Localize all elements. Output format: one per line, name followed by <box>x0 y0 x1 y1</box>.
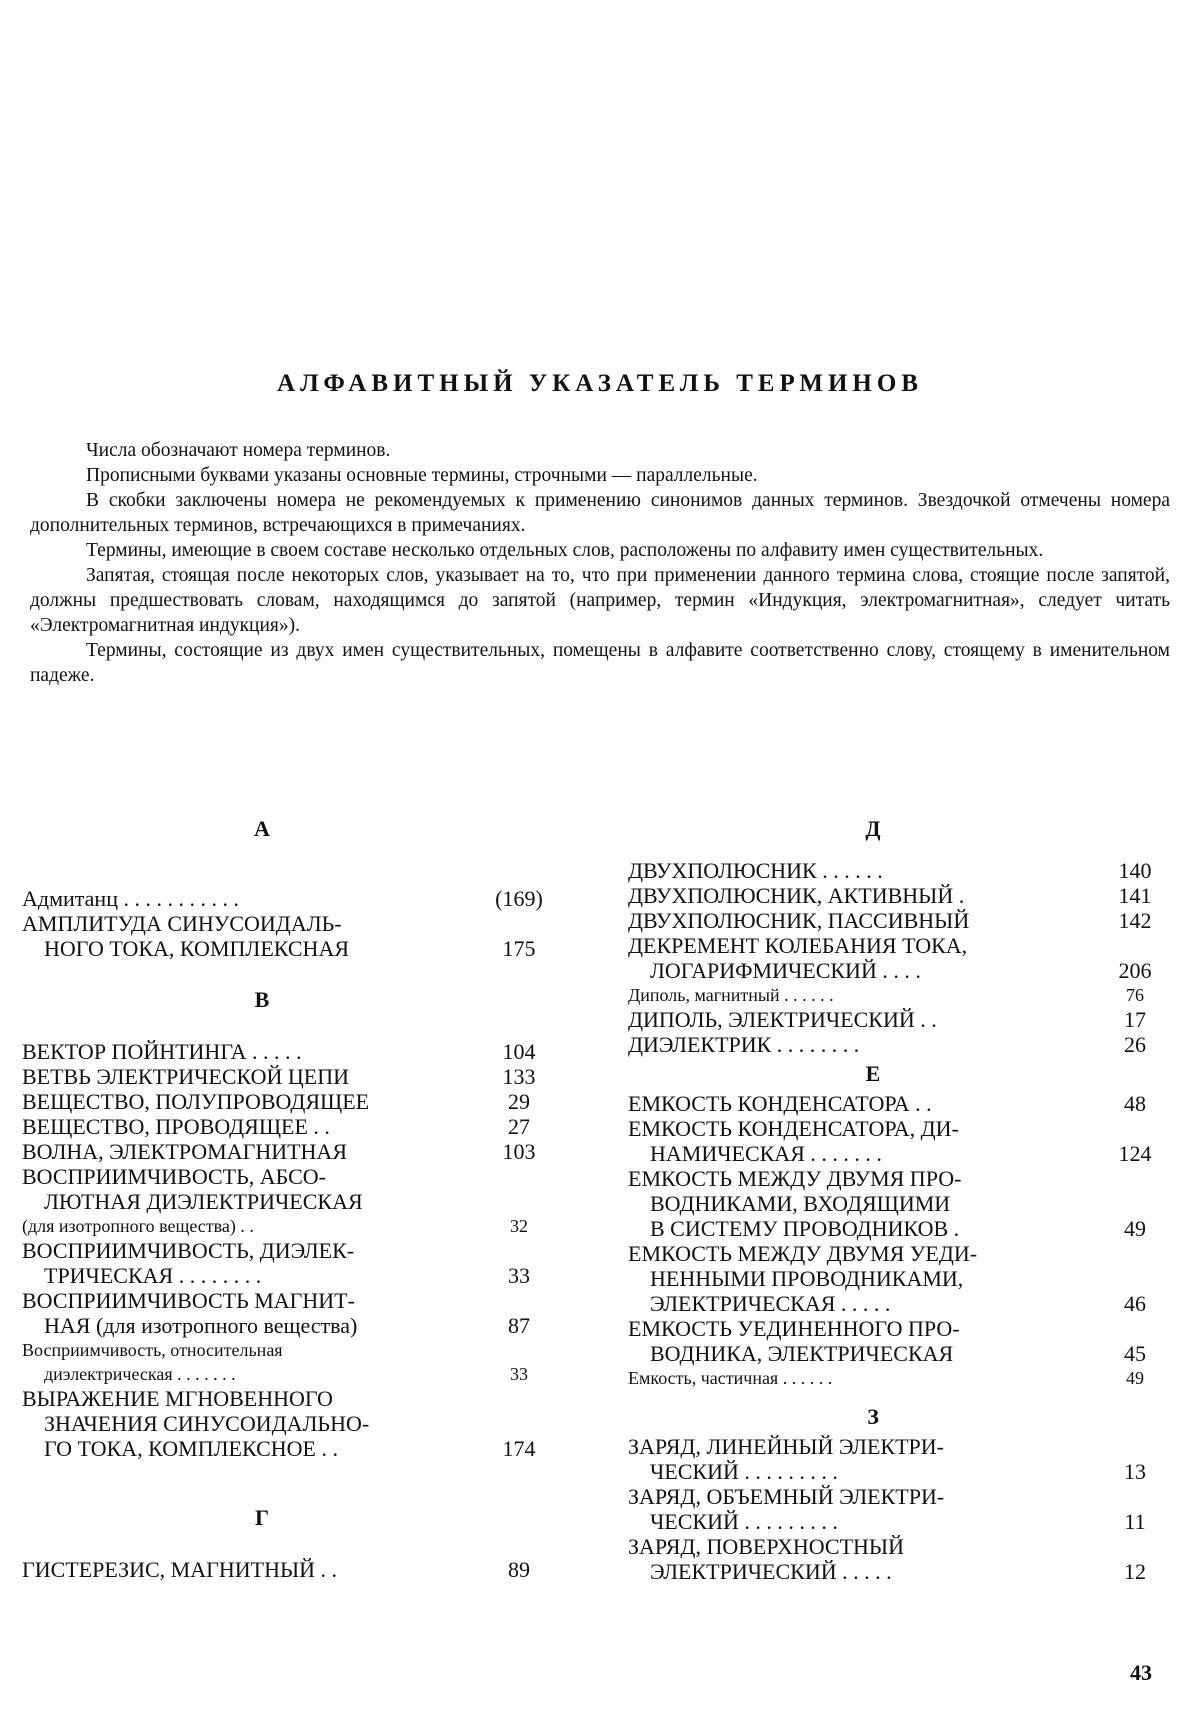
index-term-text: Адмитанц . . . . . . . . . . . <box>22 886 239 911</box>
index-entry <box>628 983 1168 1007</box>
index-entry <box>628 883 1168 908</box>
section-letter-d: Д <box>628 812 1168 846</box>
index-term <box>22 1338 486 1386</box>
index-entry <box>628 1366 1168 1390</box>
intro-paragraph: В скобки заключены номера не рекомендуемых к применению синонимов данных терминов. Звездочкой отмечены номера дополнительных терминов, встречающихся в примечаниях. <box>30 488 1170 538</box>
index-term-text: ВОСПРИИМЧИВОСТЬ, ДИЭЛЕК- <box>22 1238 354 1263</box>
section-d-entries <box>628 858 1168 1057</box>
index-term-number: 49 <box>1102 1216 1168 1241</box>
index-term-text: ЗАРЯД, ЛИНЕЙНЫЙ ЭЛЕКТРИ- <box>628 1434 944 1459</box>
intro-paragraph: Прописными буквами указаны основные термины, строчными — параллельные. <box>30 463 1170 488</box>
index-term-continuation: диэлектрическая . . . . . . . <box>22 1362 486 1386</box>
index-term-number: 26 <box>1102 1032 1168 1057</box>
index-term <box>628 883 1102 908</box>
index-term-text: ЕМКОСТЬ КОНДЕНСАТОРА, ДИ- <box>628 1116 959 1141</box>
index-term-text: ВОСПРИИМЧИВОСТЬ, АБСО- <box>22 1164 326 1189</box>
index-term-continuation: ЧЕСКИЙ . . . . . . . . . <box>628 1509 1102 1534</box>
index-term-number: 45 <box>1102 1341 1168 1366</box>
section-e-entries <box>628 1091 1168 1390</box>
section-letter-e: Е <box>628 1057 1168 1091</box>
intro-paragraph: Термины, имеющие в своем составе несколько отдельных слов, расположены по алфавиту имен существительных. <box>30 538 1170 563</box>
index-entry <box>22 1039 552 1064</box>
index-term-number: 174 <box>486 1436 552 1461</box>
index-term <box>628 1241 1102 1316</box>
index-term-text: ДВУХПОЛЮСНИК, ПАССИВНЫЙ <box>628 908 969 933</box>
index-entry <box>628 1091 1168 1116</box>
section-v-entries <box>22 1039 552 1461</box>
index-entry <box>22 1089 552 1114</box>
index-term <box>22 1557 486 1582</box>
index-term <box>22 1386 486 1461</box>
index-entry <box>22 1238 552 1288</box>
index-term-continuation: ТРИЧЕСКАЯ . . . . . . . . <box>22 1263 486 1288</box>
index-term-text: ЗАРЯД, ПОВЕРХНОСТНЫЙ <box>628 1534 904 1559</box>
index-term-number: 32 <box>486 1214 552 1238</box>
index-entry <box>22 1338 552 1386</box>
index-term-text: ВЕКТОР ПОЙНТИНГА . . . . . <box>22 1039 302 1064</box>
index-term-number: 33 <box>486 1362 552 1386</box>
index-term <box>22 1288 486 1338</box>
index-term-text: Емкость, частичная . . . . . . <box>628 1368 832 1388</box>
index-entry <box>628 1032 1168 1057</box>
index-entry <box>628 1484 1168 1534</box>
index-term-continuation: ЭЛЕКТРИЧЕСКАЯ . . . . . <box>628 1291 1102 1316</box>
index-term-number: 49 <box>1102 1366 1168 1390</box>
index-entry <box>22 1114 552 1139</box>
index-entry <box>628 1116 1168 1166</box>
index-term-continuation: ГО ТОКА, КОМПЛЕКСНОЕ . . <box>22 1436 486 1461</box>
index-term-number: 17 <box>1102 1007 1168 1032</box>
index-term <box>22 911 486 961</box>
index-term <box>628 1316 1102 1366</box>
index-term-text: ЕМКОСТЬ КОНДЕНСАТОРА . . <box>628 1091 932 1116</box>
index-term <box>22 1164 486 1214</box>
index-term-number: 12 <box>1102 1559 1168 1584</box>
index-term-number: 87 <box>486 1313 552 1338</box>
section-g-entries <box>22 1557 552 1582</box>
index-term-text: ДВУХПОЛЮСНИК . . . . . . <box>628 858 883 883</box>
intro-paragraph: Запятая, стоящая после некоторых слов, указывает на то, что при применении данного термина слова, стоящие после запятой, должны предшествовать словам, находящимся до запятой (например, термин «Индукция, электромагнитная», следует читать «Электромагнитная индукция»). <box>30 563 1170 638</box>
index-term <box>628 1007 1102 1032</box>
index-term-number: (169) <box>486 886 552 911</box>
index-term-text: ВЕЩЕСТВО, ПОЛУПРОВОДЯЩЕЕ <box>22 1089 369 1114</box>
index-term-text: ЕМКОСТЬ УЕДИНЕННОГО ПРО- <box>628 1316 960 1341</box>
index-term <box>628 1166 1102 1241</box>
index-term-number: 48 <box>1102 1091 1168 1116</box>
index-term-number: 206 <box>1102 958 1168 983</box>
index-term-number: 140 <box>1102 858 1168 883</box>
index-term <box>628 1032 1102 1057</box>
index-entry <box>628 933 1168 983</box>
index-term-text: ЕМКОСТЬ МЕЖДУ ДВУМЯ УЕДИ- <box>628 1241 977 1266</box>
index-entry <box>22 911 552 961</box>
index-term <box>628 933 1102 983</box>
index-entry <box>628 1316 1168 1366</box>
index-entry <box>22 1214 552 1238</box>
index-term <box>22 1139 486 1164</box>
index-entry <box>628 1534 1168 1584</box>
index-term <box>628 1116 1102 1166</box>
index-term-continuation: ЛОГАРИФМИЧЕСКИЙ . . . . <box>628 958 1102 983</box>
index-term-text: ВЕТВЬ ЭЛЕКТРИЧЕСКОЙ ЦЕПИ <box>22 1064 349 1089</box>
index-term-number: 13 <box>1102 1459 1168 1484</box>
index-entry <box>628 908 1168 933</box>
index-term-text: ДИПОЛЬ, ЭЛЕКТРИЧЕСКИЙ . . <box>628 1007 937 1032</box>
index-term-text: ГИСТЕРЕЗИС, МАГНИТНЫЙ . . <box>22 1557 337 1582</box>
index-term-text: Восприимчивость, относительная <box>22 1340 283 1360</box>
index-entry <box>22 1386 552 1461</box>
index-term-number: 46 <box>1102 1291 1168 1316</box>
index-term <box>628 1091 1102 1116</box>
index-term-text: ЕМКОСТЬ МЕЖДУ ДВУМЯ ПРО- <box>628 1166 961 1191</box>
index-term <box>628 983 1102 1007</box>
section-letter-a: А <box>22 812 552 846</box>
index-term-text: ДИЭЛЕКТРИК . . . . . . . . <box>628 1032 859 1057</box>
index-term-number: 103 <box>486 1139 552 1164</box>
intro-text <box>30 438 1170 688</box>
index-term <box>22 1064 486 1089</box>
index-term-text: ВЫРАЖЕНИЕ МГНОВЕННОГО <box>22 1386 333 1411</box>
index-term <box>22 886 486 911</box>
index-term-continuation: В СИСТЕМУ ПРОВОДНИКОВ . <box>628 1216 1102 1241</box>
index-term-number: 133 <box>486 1064 552 1089</box>
index-entry <box>628 1166 1168 1241</box>
index-term-continuation: ЭЛЕКТРИЧЕСКИЙ . . . . . <box>628 1559 1102 1584</box>
index-entry <box>628 858 1168 883</box>
index-term-number: 27 <box>486 1114 552 1139</box>
index-term-continuation: НОГО ТОКА, КОМПЛЕКСНАЯ <box>22 936 486 961</box>
index-term-number: 33 <box>486 1263 552 1288</box>
section-letter-z: З <box>628 1400 1168 1434</box>
index-term-continuation: ЧЕСКИЙ . . . . . . . . . <box>628 1459 1102 1484</box>
index-entry <box>628 1007 1168 1032</box>
index-entry <box>22 1557 552 1582</box>
index-term <box>628 1366 1102 1390</box>
index-term <box>22 1238 486 1288</box>
page-number: 43 <box>1130 1660 1152 1686</box>
section-letter-v: В <box>22 983 552 1017</box>
index-term-continuation: НАМИЧЕСКАЯ . . . . . . . <box>628 1141 1102 1166</box>
index-entry <box>22 1139 552 1164</box>
index-term <box>628 858 1102 883</box>
index-term-continuation: ЗНАЧЕНИЯ СИНУСОИДАЛЬНО- <box>22 1411 486 1436</box>
index-term-continuation: НЕННЫМИ ПРОВОДНИКАМИ, <box>628 1266 1102 1291</box>
index-entry <box>22 886 552 911</box>
index-term-continuation: НАЯ (для изотропного вещества) <box>22 1313 486 1338</box>
page-title: АЛФАВИТНЫЙ УКАЗАТЕЛЬ ТЕРМИНОВ <box>0 370 1200 398</box>
index-term-text: ВОСПРИИМЧИВОСТЬ МАГНИТ- <box>22 1288 355 1313</box>
index-term <box>628 1434 1102 1484</box>
index-term-text: ВОЛНА, ЭЛЕКТРОМАГНИТНАЯ <box>22 1139 347 1164</box>
index-term-number: 104 <box>486 1039 552 1064</box>
index-entry <box>22 1164 552 1214</box>
index-term-number: 76 <box>1102 983 1168 1007</box>
index-column-left <box>22 812 552 1582</box>
index-term-text: ДВУХПОЛЮСНИК, АКТИВНЫЙ . <box>628 883 964 908</box>
index-term-text: (для изотропного вещества) . . <box>22 1216 254 1236</box>
index-entry <box>628 1241 1168 1316</box>
intro-paragraph: Термины, состоящие из двух имен существительных, помещены в алфавите соответственно слову, стоящему в именительном падеже. <box>30 638 1170 688</box>
index-term <box>628 908 1102 933</box>
index-term-continuation: ВОДНИКА, ЭЛЕКТРИЧЕСКАЯ <box>628 1341 1102 1366</box>
index-term-text: Диполь, магнитный . . . . . . <box>628 985 834 1005</box>
index-term-text: АМПЛИТУДА СИНУСОИДАЛЬ- <box>22 911 342 936</box>
index-term <box>628 1484 1102 1534</box>
index-term-continuation: ВОДНИКАМИ, ВХОДЯЩИМИ <box>628 1191 1102 1216</box>
index-term-number: 142 <box>1102 908 1168 933</box>
index-term-number: 141 <box>1102 883 1168 908</box>
section-letter-g: Г <box>22 1501 552 1535</box>
index-entry <box>22 1064 552 1089</box>
index-term <box>22 1214 486 1238</box>
index-term <box>22 1039 486 1064</box>
index-term <box>628 1534 1102 1584</box>
index-column-right <box>628 812 1168 1584</box>
index-term-text: ВЕЩЕСТВО, ПРОВОДЯЩЕЕ . . <box>22 1114 330 1139</box>
index-term-number: 11 <box>1102 1509 1168 1534</box>
index-term-number: 29 <box>486 1089 552 1114</box>
section-a-entries <box>22 886 552 961</box>
section-z-entries <box>628 1434 1168 1584</box>
index-term-text: ЗАРЯД, ОБЪЕМНЫЙ ЭЛЕКТРИ- <box>628 1484 944 1509</box>
index-term-number: 89 <box>486 1557 552 1582</box>
index-entry <box>22 1288 552 1338</box>
intro-paragraph: Числа обозначают номера терминов. <box>30 438 1170 463</box>
index-term-text: ДЕКРЕМЕНТ КОЛЕБАНИЯ ТОКА, <box>628 933 967 958</box>
index-entry <box>628 1434 1168 1484</box>
index-term <box>22 1114 486 1139</box>
index-term-number: 175 <box>486 936 552 961</box>
index-term-continuation: ЛЮТНАЯ ДИЭЛЕКТРИЧЕСКАЯ <box>22 1189 486 1214</box>
index-term <box>22 1089 486 1114</box>
index-term-number: 124 <box>1102 1141 1168 1166</box>
